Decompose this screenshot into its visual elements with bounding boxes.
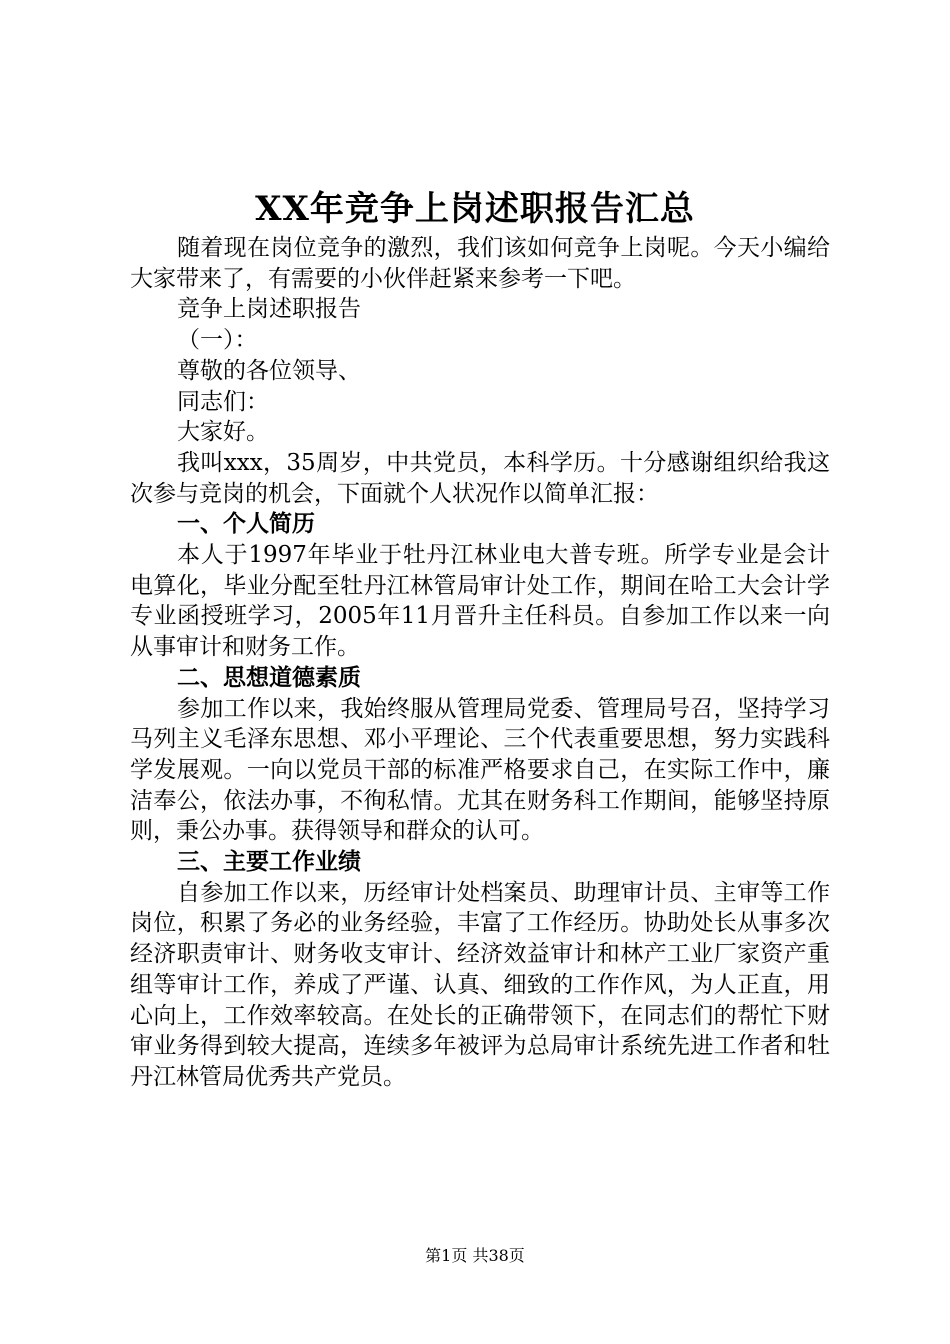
- section-heading-ethics: 二、思想道德素质: [177, 664, 361, 691]
- self-introduction-paragraph: 我叫xxx，35周岁，中共党员，本科学历。十分感谢组织给我这次参与竞岗的机会，下面就个人状况作以简单汇报：: [130, 449, 830, 507]
- page-footer: 第1页 共38页: [425, 1246, 525, 1265]
- report-heading: 竞争上岗述职报告: [177, 296, 361, 323]
- intro-paragraph: 随着现在岗位竞争的激烈，我们该如何竞争上岗呢。今天小编给大家带来了，有需要的小伙伴赶紧来参考一下吧。: [130, 235, 830, 292]
- salutation-line-1: 尊敬的各位领导、: [177, 357, 361, 384]
- greeting: 大家好。: [177, 419, 269, 446]
- document-title: XX年竞争上岗述职报告汇总: [255, 189, 695, 229]
- resume-paragraph: 本人于1997年毕业于牡丹江林业电大普专班。所学专业是会计电算化，毕业分配至牡丹江林管局审计处工作，期间在哈工大会计学专业函授班学习，2005年11月晋升主任科员。自参加工作以来一向从事审计和财务工作。: [130, 542, 830, 661]
- report-number: （一）：: [177, 327, 258, 354]
- salutation-line-2: 同志们：: [177, 388, 269, 415]
- document-body: [130, 233, 830, 1093]
- section-heading-resume: 一、个人简历: [177, 511, 315, 538]
- section-heading-achievements: 三、主要工作业绩: [177, 849, 361, 876]
- ethics-paragraph: 参加工作以来，我始终服从管理局党委、管理局号召，坚持学习马列主义毛泽东思想、邓小平理论、三个代表重要思想，努力实践科学发展观。一向以党员干部的标准严格要求自己，在实际工作中，廉洁奉公，依法办事，不徇私情。尤其在财务科工作期间，能够坚持原则，秉公办事。获得领导和群众的认可。: [130, 695, 830, 845]
- achievements-paragraph: 自参加工作以来，历经审计处档案员、助理审计员、主审等工作岗位，积累了务必的业务经验，丰富了工作经历。协助处长从事多次经济职责审计、财务收支审计、经济效益审计和林产工业厂家资产重组等审计工作，养成了严谨、认真、细致的工作作风，为人正直，用心向上，工作效率较高。在处长的正确带领下，在同志们的帮忙下财审业务得到较大提高，连续多年被评为总局审计系统先进工作者和牡丹江林管局优秀共产党员。: [130, 879, 830, 1090]
